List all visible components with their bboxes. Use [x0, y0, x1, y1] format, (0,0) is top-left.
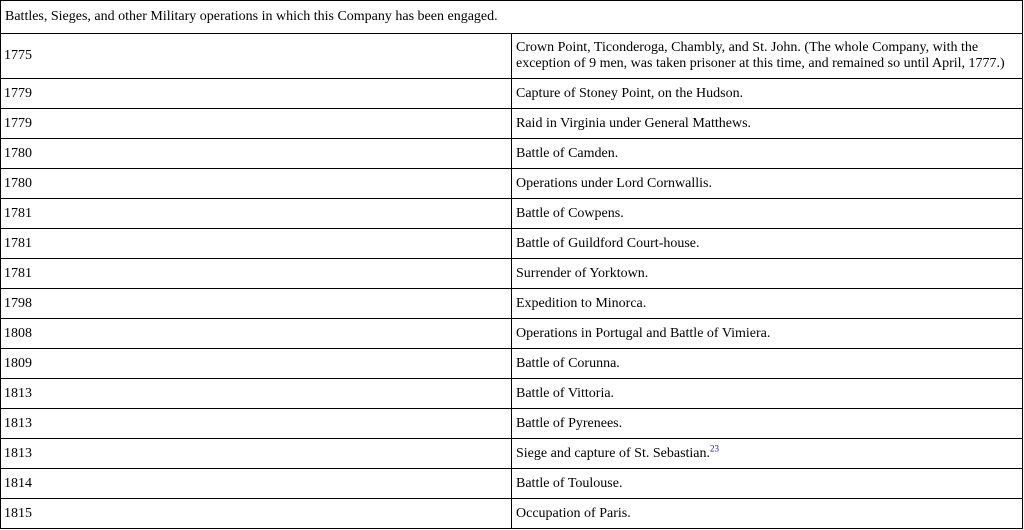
year-cell: 1781	[1, 229, 512, 259]
event-cell	[512, 439, 1023, 469]
year-cell: 1781	[1, 259, 512, 289]
year-cell: 1775	[1, 34, 512, 79]
year-cell: 1781	[1, 199, 512, 229]
event-cell: Operations under Lord Cornwallis.	[512, 169, 1023, 199]
year-cell: 1813	[1, 439, 512, 469]
year-cell: 1815	[1, 499, 512, 529]
footnote-link[interactable]: 23	[710, 442, 720, 453]
table-row	[1, 439, 1023, 469]
table-row	[1, 139, 1023, 169]
table-row	[1, 499, 1023, 529]
year-cell: 1780	[1, 139, 512, 169]
table-header-row	[1, 1, 1023, 34]
event-cell: Battle of Toulouse.	[512, 469, 1023, 499]
event-cell: Battle of Corunna.	[512, 349, 1023, 379]
table-row	[1, 109, 1023, 139]
event-cell: Battle of Cowpens.	[512, 199, 1023, 229]
event-cell: Expedition to Minorca.	[512, 289, 1023, 319]
event-cell: Battle of Guildford Court-house.	[512, 229, 1023, 259]
table-row	[1, 199, 1023, 229]
event-cell: Battle of Camden.	[512, 139, 1023, 169]
event-text: Siege and capture of St. Sebastian.	[516, 445, 711, 461]
year-cell: 1779	[1, 79, 512, 109]
event-cell: Crown Point, Ticonderoga, Chambly, and St. John. (The whole Company, with the exception of 9 men, was taken prisoner at this time, and remained so until April, 1777.)	[512, 34, 1023, 79]
table-row	[1, 469, 1023, 499]
event-cell: Capture of Stoney Point, on the Hudson.	[512, 79, 1023, 109]
table-row	[1, 289, 1023, 319]
year-cell: 1808	[1, 319, 512, 349]
event-cell: Battle of Pyrenees.	[512, 409, 1023, 439]
year-cell: 1809	[1, 349, 512, 379]
table-row	[1, 229, 1023, 259]
table-row	[1, 34, 1023, 79]
table-row	[1, 379, 1023, 409]
year-cell: 1814	[1, 469, 512, 499]
table-row	[1, 409, 1023, 439]
event-cell: Battle of Vittoria.	[512, 379, 1023, 409]
table-row	[1, 79, 1023, 109]
event-cell: Raid in Virginia under General Matthews.	[512, 109, 1023, 139]
year-cell: 1798	[1, 289, 512, 319]
table-caption: Battles, Sieges, and other Military operations in which this Company has been engaged.	[1, 1, 1023, 34]
table-row	[1, 349, 1023, 379]
table-row	[1, 169, 1023, 199]
event-cell: Surrender of Yorktown.	[512, 259, 1023, 289]
year-cell: 1813	[1, 409, 512, 439]
year-cell: 1813	[1, 379, 512, 409]
table-row	[1, 319, 1023, 349]
year-cell: 1779	[1, 109, 512, 139]
event-cell: Occupation of Paris.	[512, 499, 1023, 529]
event-cell: Operations in Portugal and Battle of Vimiera.	[512, 319, 1023, 349]
table-row	[1, 259, 1023, 289]
year-cell: 1780	[1, 169, 512, 199]
